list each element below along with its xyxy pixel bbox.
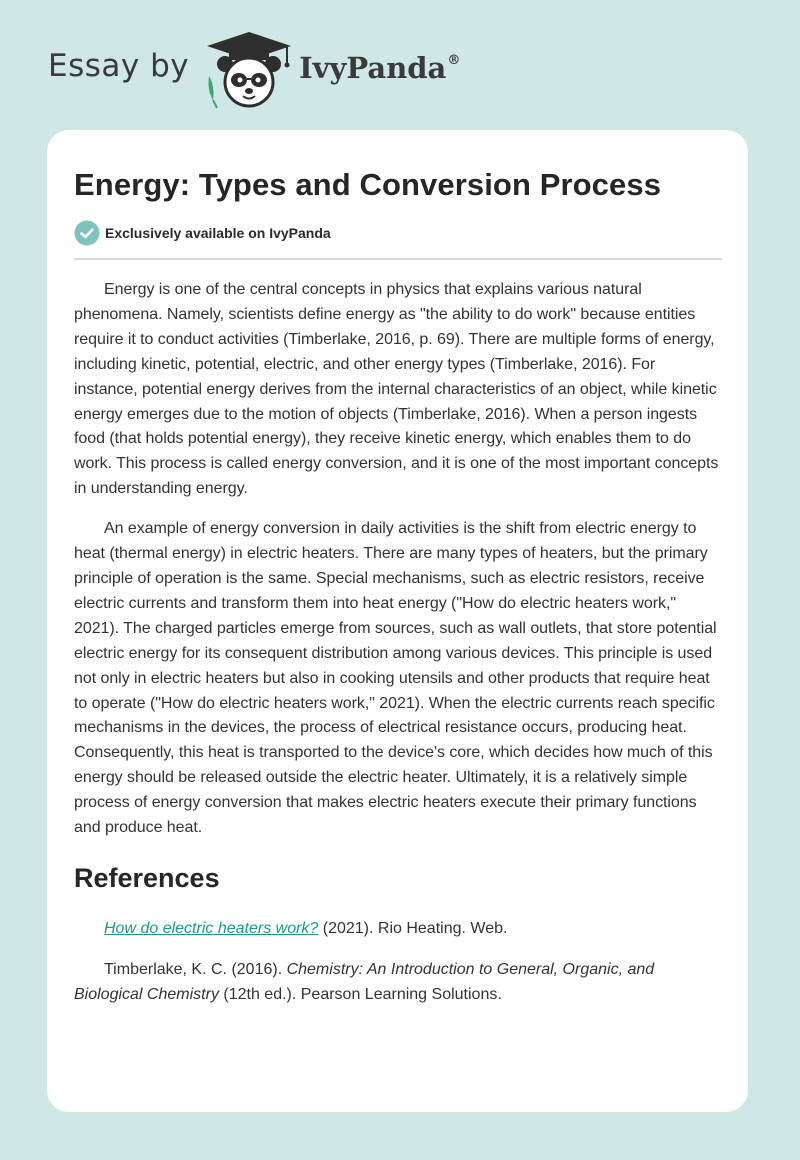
paragraph: Energy is one of the central concepts in physics that explains various natural phenomena. Namely, scientists define energy as "the ability to do work" because entities require it to conduct activities (Timberlake, 2016, p. 69). There are multiple forms of energy, including kinetic, potential, electric, and other energy types (Timberlake, 2016). For instance, potential energy derives from the internal characteristics of an object, while kinetic energy emerges due to the motion of objects (Timberlake, 2016). When a person ingests food (that holds potential energy), they receive kinetic energy, which enables them to do work. This process is called energy conversion, and it is one of the most important concepts in understanding energy. [74, 281, 719, 498]
references-heading: References [74, 862, 220, 893]
essay-card [47, 130, 748, 1112]
site-header [48, 30, 548, 110]
paragraph: An example of energy conversion in daily activities is the shift from electric energy to heat (thermal energy) in electric heaters. There are many types of heaters, but the primary principle of operation is the same. Special mechanisms, such as electric resistors, receive electric currents and transform them into heat energy ("How do electric heaters work," 2021). The charged particles emerge from sources, such as wall outlets, that store potential electric energy for its consequent distribution among various devices. This principle is used not only in electric heaters but also in cooking utensils and other products that require heat to operate ("How do electric heaters work," 2021). When the electric currents reach specific mechanisms in the devices, the process of electrical resistance occurs, producing heat. Consequently, this heat is transported to the device's core, which decides how much of this energy should be released outside the electric heater. Ultimately, it is a relatively simple process of energy conversion that makes electric heaters execute their primary functions and produce heat. [74, 520, 717, 837]
reference-title: Chemistry: An Introduction to General, Organic, and Biological Chemistry [74, 960, 655, 1003]
reference-text: (2021). Rio Heating. Web. [318, 919, 508, 937]
references-list [74, 916, 722, 1007]
reference-item [74, 957, 722, 1007]
panda-logo-icon[interactable] [203, 30, 295, 110]
page-title: Energy: Types and Conversion Process [74, 167, 662, 202]
ivypanda-brand[interactable] [299, 51, 460, 85]
reference-link[interactable]: How do electric heaters work? [104, 919, 319, 937]
exclusive-badge [74, 220, 722, 260]
essay-body [74, 278, 722, 841]
exclusive-label: Exclusively available on IvyPanda [105, 225, 331, 241]
trademark-symbol: ® [447, 53, 461, 68]
brand-name-text: IvyPanda [299, 51, 447, 85]
reference-author: Timberlake, K. C. (2016). [104, 960, 287, 978]
check-badge-icon [74, 220, 100, 246]
reference-item [74, 916, 722, 941]
essay-by-label: Essay by [48, 48, 190, 84]
reference-text: (12th ed.). Pearson Learning Solutions. [218, 985, 502, 1003]
